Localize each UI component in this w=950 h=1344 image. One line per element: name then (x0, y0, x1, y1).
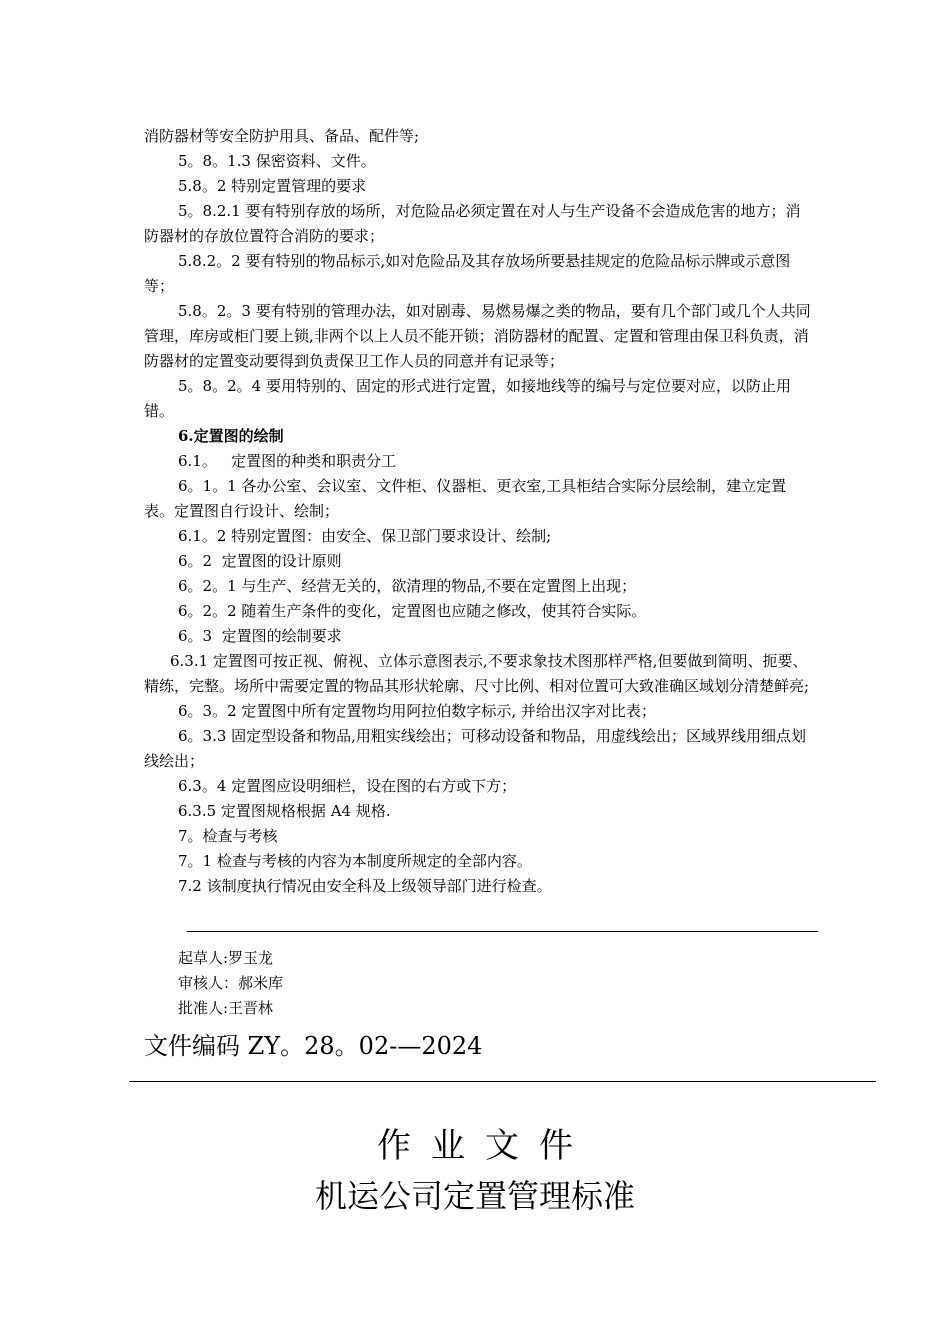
paragraph-6-3: 6。3 定置图的绘制要求 (178, 627, 342, 645)
signature-block (178, 946, 283, 1021)
paragraph-7-2: 7.2 该制度执行情况由安全科及上级领导部门进行检查。 (178, 877, 552, 895)
paragraph-6-3-3: 6。3.3 固定型设备和物品,用粗实线绘出；可移动设备和物品，用虚线绘出；区域界线用细点划线绘出； (144, 727, 806, 770)
paragraph-6-3-2: 6。3。2 定置图中所有定置物均用阿拉伯数字标示, 并给出汉字对比表； (178, 702, 656, 720)
section-heading-6: 6.定置图的绘制 (178, 427, 284, 445)
approver-line: 批准人:王晋林 (178, 999, 274, 1017)
drafter-line: 起草人:罗玉龙 (178, 949, 274, 967)
paragraph-5-8-2-1: 5。8.2.1 要有特别存放的场所，对危险品必须定置在对人与生产设备不会造成危害的地方；消防器材的存放位置符合消防的要求； (144, 202, 801, 245)
paragraph-5-8-1-3: 5。8。1.3 保密资料、文件。 (178, 152, 376, 170)
paragraph-6-3-5: 6.3.5 定置图规格根据 A4 规格. (178, 802, 391, 820)
section-divider (187, 931, 818, 932)
paragraph-6-1-2: 6.1。2 特别定置图：由安全、保卫部门要求设计、绘制; (178, 527, 552, 545)
paragraph-6-3-1: 6.3.1 定置图可按正视、俯视、立体示意图表示,不要求象技术图那样严格,但要做到简明、扼要、精练，完整。场所中需要定置的物品其形状轮廓、尺寸比例、相对位置可大致准确区域划分清楚鲜亮; (144, 652, 810, 695)
paragraph-6-2: 6。2 定置图的设计原则 (178, 552, 342, 570)
paragraph-6-2-1: 6。2。1 与生产、经营无关的，欲清理的物品,不要在定置图上出现； (178, 577, 637, 595)
header-divider (129, 1081, 876, 1082)
paragraph-5-8-2: 5.8。2 特别定置管理的要求 (178, 177, 367, 195)
paragraph-5-8-2-3: 5.8。2。3 要有特别的管理办法，如对剧毒、易燃易爆之类的物品，要有几个部门或几个人共同管理，库房或柜门要上锁,非两个以上人员不能开锁；消防器材的配置、定置和管理由保卫科负责，消防器材的定置变动要得到负责保卫工作人员的同意并有记录等； (144, 302, 811, 370)
paragraph-7: 7。检查与考核 (178, 827, 278, 845)
document-code: 文件编码 ZY。28。02-—2024 (144, 1032, 483, 1060)
paragraph-5-8-2-4: 5。8。2。4 要用特别的、固定的形式进行定置，如接地线等的编号与定位要对应，以防止用错。 (144, 377, 791, 420)
reviewer-line: 审核人：郝米库 (178, 974, 284, 992)
paragraph-5-8-2-2: 5.8.2。2 要有特别的物品标示,如对危险品及其存放场所要悬挂规定的危险品标示牌或示意图等； (144, 252, 791, 295)
paragraph-7-1: 7。1 检查与考核的内容为本制度所规定的全部内容。 (178, 852, 532, 870)
document-type-title: 作业文件 (377, 1126, 593, 1166)
paragraph-6-2-2: 6。2。2 随着生产条件的变化，定置图也应随之修改，使其符合实际。 (178, 602, 647, 620)
document-body (144, 124, 814, 899)
paragraph-continuation: 消防器材等安全防护用具、备品、配件等; (144, 127, 420, 145)
paragraph-6-1: 6.1。 定置图的种类和职责分工 (178, 452, 397, 470)
paragraph-6-1-1: 6。1。1 各办公室、会议室、文件柜、仪器柜、更衣室,工具柜结合实际分层绘制，建立定置表。定置图自行设计、绘制； (144, 477, 787, 520)
document-main-title: 机运公司定置管理标准 (314, 1177, 635, 1215)
paragraph-6-3-4: 6.3。4 定置图应设明细栏，设在图的右方或下方； (178, 777, 517, 795)
